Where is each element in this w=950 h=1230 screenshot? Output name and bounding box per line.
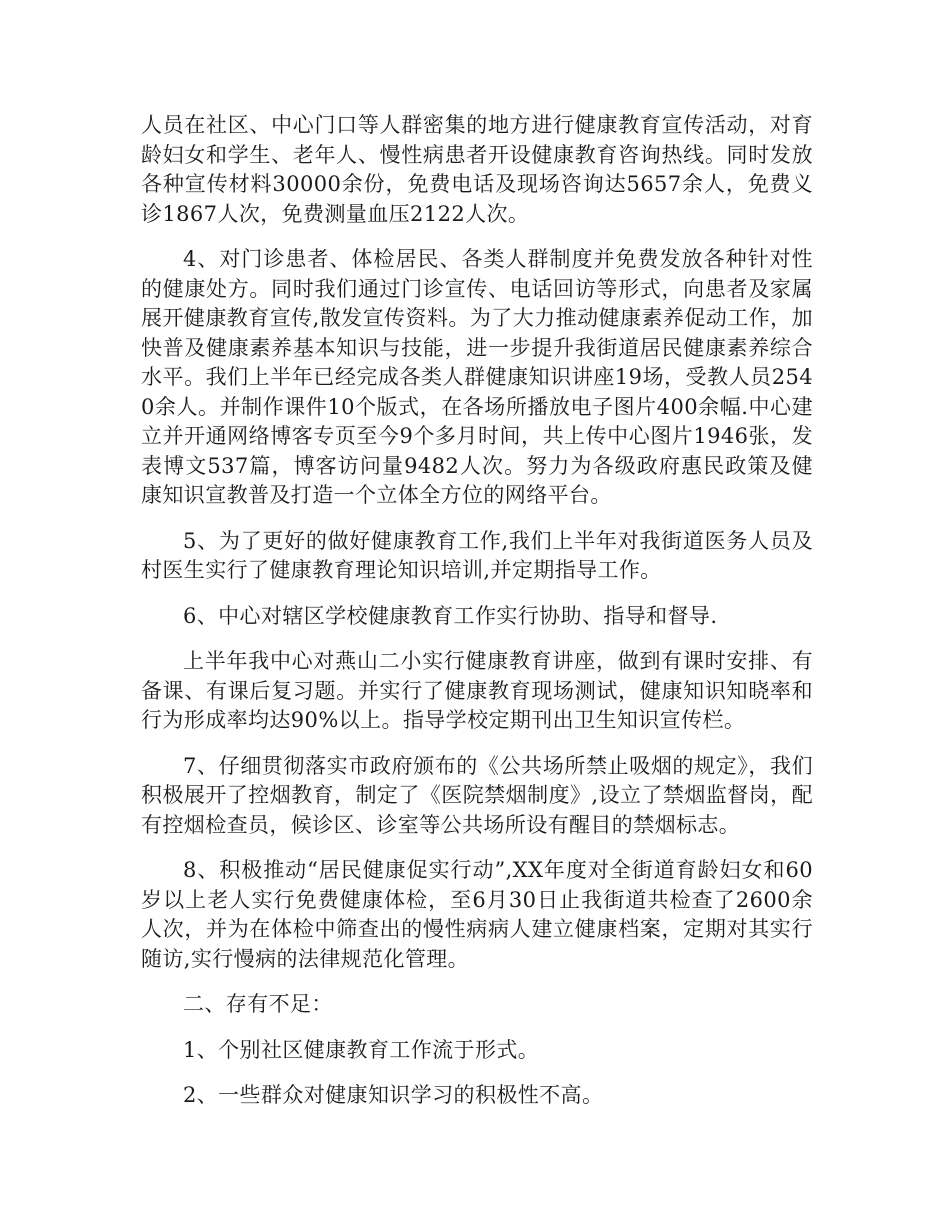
paragraph-shortcoming-2: 2、一些群众对健康知识学习的积极性不高。 [183,1083,604,1107]
paragraph-item-5: 5、为了更好的做好健康教育工作,我们上半年对我街道医务人员及村医生实行了健康教育理论知识培训,并定期指导工作。 [141,528,813,582]
paragraph-item-8: 8、积极推动“居民健康促实行动”,XX年度对全街道育龄妇女和60岁以上老人实行免费健康体检，至6月30日止我街道共检查了2600余人次，并为在体检中筛查出的慢性病病人建立健康档案，定期对其实行随访,实行慢病的法律规范化管理。 [141,858,813,971]
paragraph-shortcoming-1: 1、个别社区健康教育工作流于形式。 [183,1037,540,1062]
paragraph-intro: 人员在社区、中心门口等人群密集的地方进行健康教育宣传活动，对育龄妇女和学生、老年人、慢性病患者开设健康教育咨询热线。同时发放各种宣传材料30000余份，免费电话及现场咨询达5657余人，免费义诊1867人次，免费测量血压2122人次。 [141,113,813,226]
paragraph-item-6: 6、中心对辖区学校健康教育工作实行协助、指导和督导. [183,603,718,628]
paragraph-item-4: 4、对门诊患者、体检居民、各类人群制度并免费发放各种针对性的健康处方。同时我们通过门诊宣传、电话回访等形式，向患者及家属展开健康教育宣传,散发宣传资料。为了大力推动健康素养促动工作，加快普及健康素养基本知识与技能，进一步提升我街道居民健康素养综合水平。我们上半年已经完成各类人群健康知识讲座19场，受教人员2540余人。并制作课件10个版式，在各场所播放电子图片400余幅.中心建立并开通网络博客专页至今9个多月时间，共上传中心图片1946张，发表博文537篇，博客访问量9482人次。努力为各级政府惠民政策及健康知识宣教普及打造一个立体全方位的网络平台。 [141,247,813,507]
paragraph-item-7: 7、仔细贯彻落实市政府颁布的《公共场所禁止吸烟的规定》，我们积极展开了控烟教育，制定了《医院禁烟制度》,设立了禁烟监督岗，配有控烟检查员，候诊区、诊室等公共场所设有醒目的禁烟标志。 [141,753,813,837]
paragraph-school-lecture: 上半年我中心对燕山二小实行健康教育讲座，做到有课时安排、有备课、有课后复习题。并实行了健康教育现场测试，健康知识知晓率和行为形成率均达90%以上。指导学校定期刊出卫生知识宣传栏。 [141,649,813,732]
section-heading-shortcomings: 二、存有不足： [183,992,333,1016]
document-body [141,111,813,1127]
